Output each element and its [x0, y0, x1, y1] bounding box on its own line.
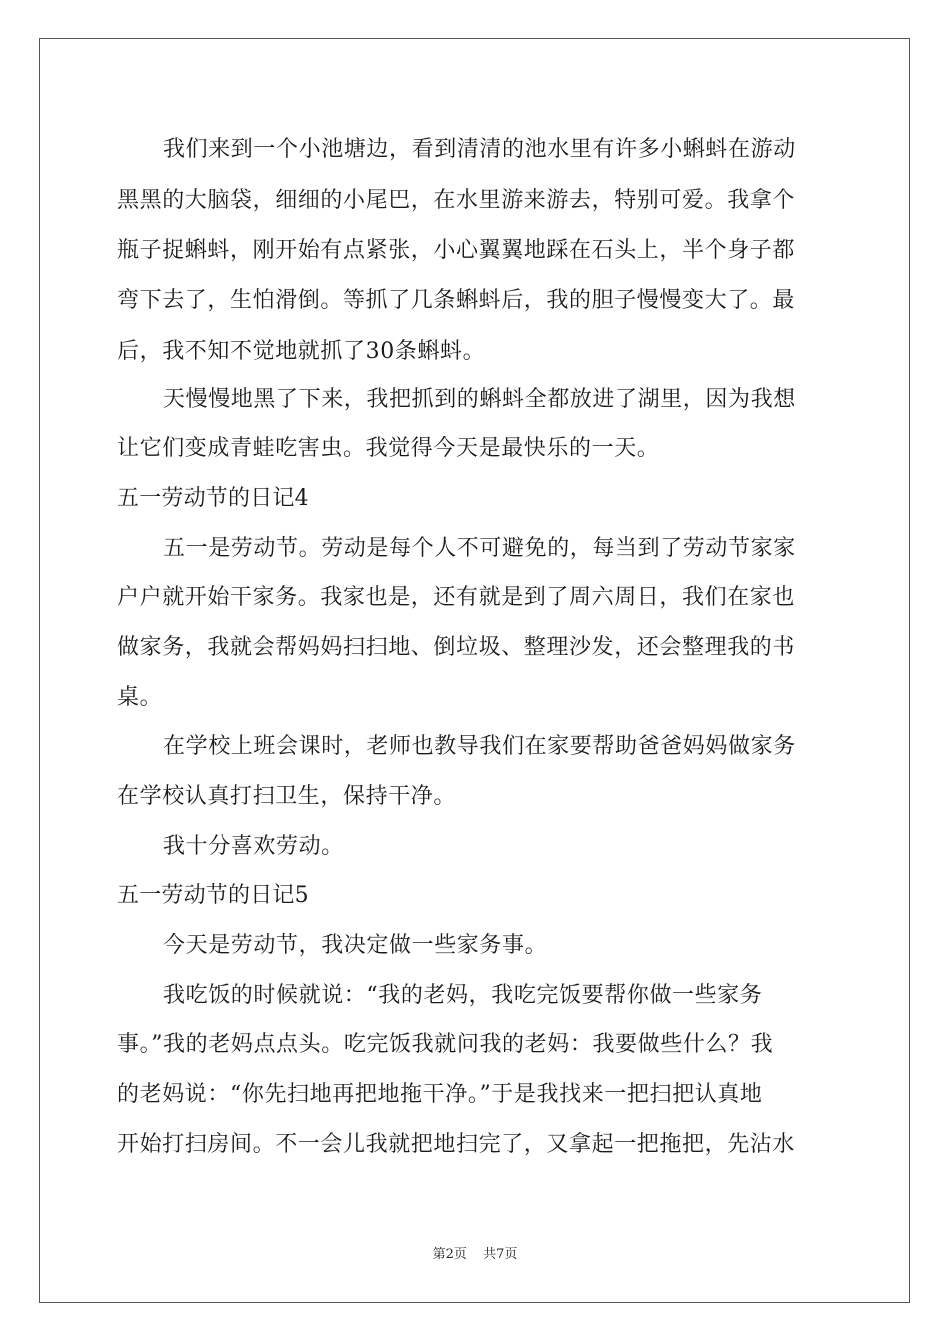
paragraph-line: 开始打扫房间。不一会儿我就把地扫完了，又拿起一把拖把，先沾水 — [117, 1132, 796, 1157]
paragraph-line: 事。”我的老妈点点头。吃完饭我就问我的老妈：我要做些什么？我 — [117, 1032, 774, 1057]
paragraph-line: 五一是劳动节。劳动是每个人不可避免的，每当到了劳动节家家 — [163, 536, 796, 561]
paragraph-line: 后，我不知不觉地就抓了30条蝌蚪。 — [117, 339, 486, 364]
paragraph-line: 瓶子捉蝌蚪，刚开始有点紧张，小心翼翼地踩在石头上，半个身子都 — [117, 238, 796, 263]
paragraph-line: 让它们变成青蛙吃害虫。我觉得今天是最快乐的一天。 — [117, 436, 660, 461]
page-number: 第2页 — [432, 1247, 467, 1262]
paragraph-line: 桌。 — [117, 685, 163, 710]
paragraph-line: 天慢慢地黑了下来，我把抓到的蝌蚪全都放进了湖里，因为我想 — [163, 387, 796, 412]
page-border — [39, 38, 910, 1303]
page-footer — [0, 1246, 950, 1264]
paragraph-line: 今天是劳动节，我决定做一些家务事。 — [163, 933, 548, 958]
section-heading: 五一劳动节的日记5 — [117, 883, 309, 908]
paragraph-line: 黑黑的大脑袋，细细的小尾巴，在水里游来游去，特别可爱。我拿个 — [117, 188, 796, 213]
paragraph-line: 我十分喜欢劳动。 — [163, 834, 344, 859]
page-total: 共7页 — [483, 1247, 518, 1262]
paragraph-line: 的老妈说：“你先扫地再把地拖干净。”于是我找来一把扫把认真地 — [117, 1082, 763, 1107]
paragraph-line: 我吃饭的时候就说：“我的老妈，我吃完饭要帮你做一些家务 — [163, 983, 763, 1008]
paragraph-line: 弯下去了，生怕滑倒。等抓了几条蝌蚪后，我的胆子慢慢变大了。最 — [117, 288, 796, 313]
paragraph-line: 做家务，我就会帮妈妈扫扫地、倒垃圾、整理沙发，还会整理我的书 — [117, 635, 796, 660]
paragraph-line: 在学校上班会课时，老师也教导我们在家要帮助爸爸妈妈做家务 — [163, 734, 796, 759]
section-heading: 五一劳动节的日记4 — [117, 486, 309, 511]
paragraph-line: 在学校认真打扫卫生，保持干净。 — [117, 784, 457, 809]
paragraph-line: 我们来到一个小池塘边，看到清清的池水里有许多小蝌蚪在游动 — [163, 137, 796, 162]
paragraph-line: 户户就开始干家务。我家也是，还有就是到了周六周日，我们在家也 — [117, 585, 796, 610]
